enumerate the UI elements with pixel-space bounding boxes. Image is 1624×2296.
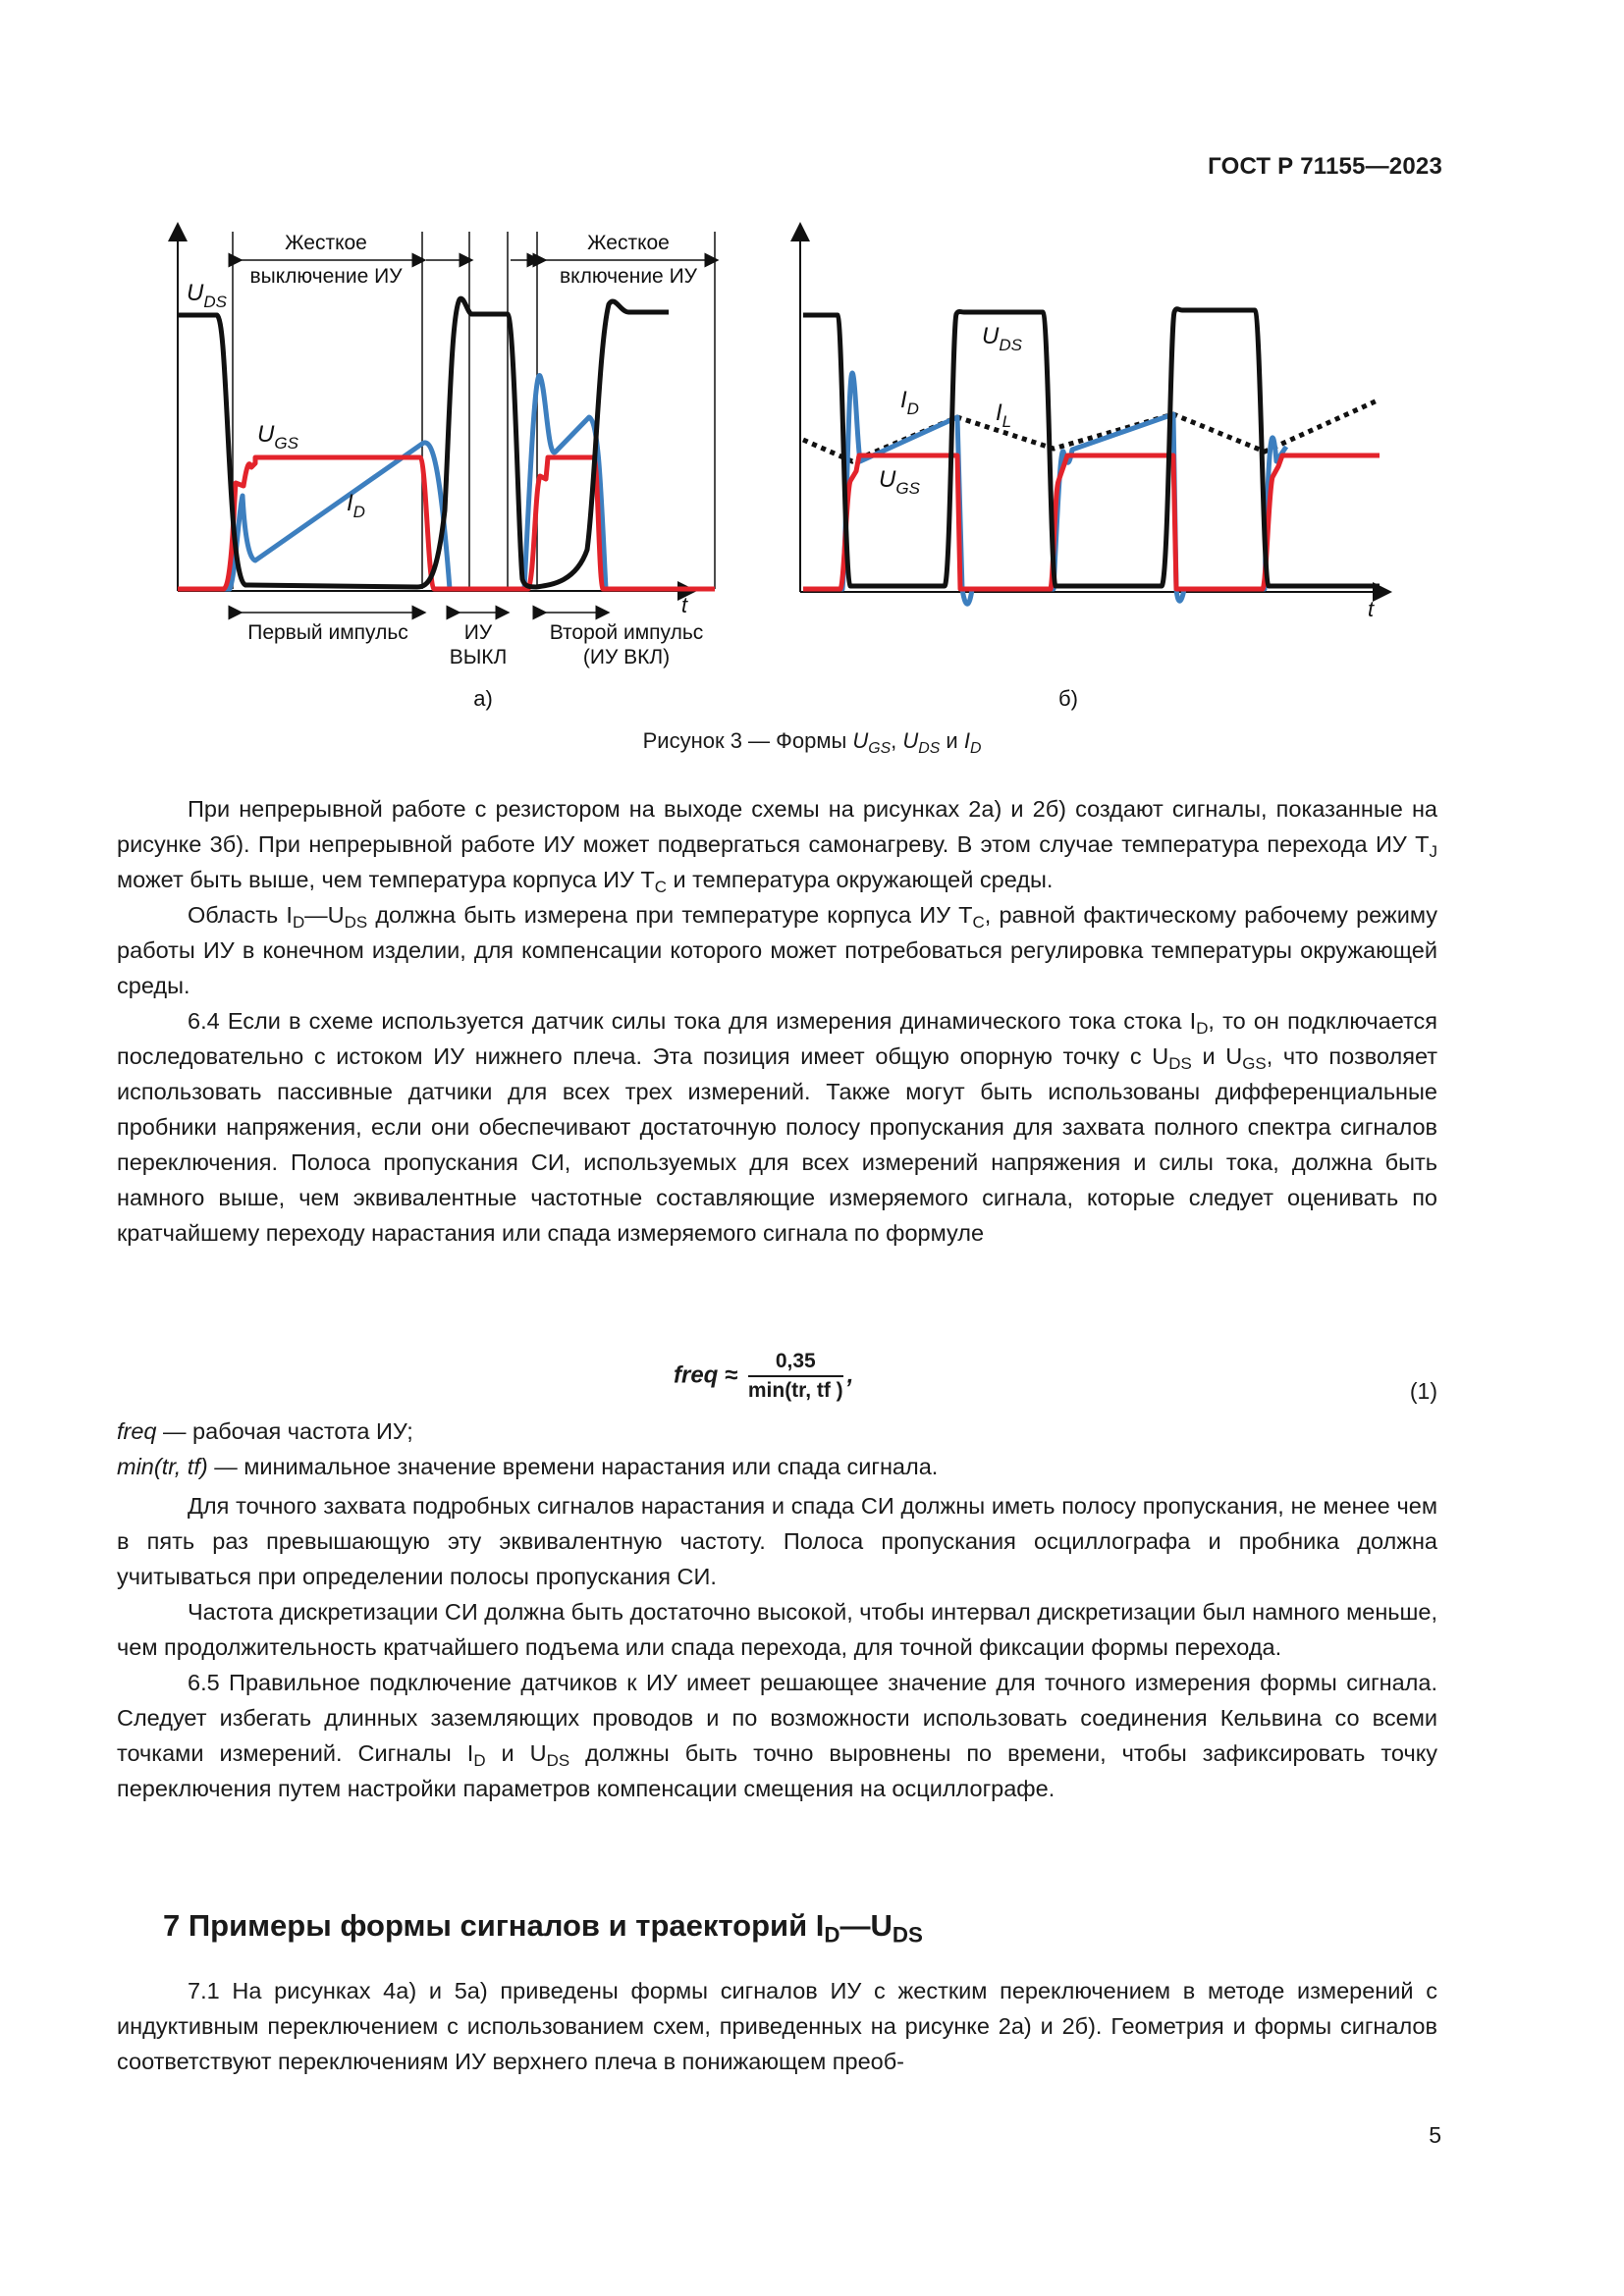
figure-caption: Рисунок 3 — Формы $U_{GS}$, $U_{DS}$ и $I_D$ (642, 728, 982, 757)
svg-text:ID: $I_D$ (900, 387, 919, 418)
label-uds-a: U (187, 280, 204, 306)
body-text-3 (117, 1973, 1437, 2079)
paragraph: 6.4 Если в схеме используется датчик силы тока для измерения динамического тока стока $I_D$, то он подключается последовательно с истоком ИУ нижнего плеча. Эта позиция имеет общую опорную точку с $U_{DS}$ и $U_{GS}$, что позволяет использовать пассивные датчики для всех трех измерений. Также могут быть использованы дифференциальные пробники напряжения, если они обеспечивают достаточную полосу пропускания для захвата полного спектра сигналов переключения. Полоса пропускания СИ, используемых для всех измерений напряжения и силы тока, должна быть намного выше, чем эквивалентные частотные составляющие измеряемого сигнала, которые следует оценивать по кратчайшему переходу нарастания или спада измеряемого сигнала по формуле (117, 1008, 1438, 1246)
body-text-2 (117, 1414, 1437, 1806)
panel-a (178, 232, 715, 711)
panel-b (800, 232, 1382, 711)
label-on: (ИУ ВКЛ) (582, 646, 671, 668)
body-text (117, 791, 1437, 1251)
equation-number: (1) (1409, 1378, 1437, 1404)
section-heading: 7 Примеры формы сигналов и траекторий $I_D—U_{DS}$ (163, 1908, 923, 1948)
page-number: 5 (1429, 2122, 1441, 2148)
svg-text:UDS: $U_{DS}$ (982, 323, 1022, 354)
svg-text:UDS: $U_{DS}$ (187, 280, 227, 311)
panel-label-b: б) (1058, 686, 1078, 711)
svg-text:UGS: $U_{GS}$ (879, 466, 920, 498)
il-curve-b (803, 400, 1380, 461)
paragraph: При непрерывной работе с резистором на выходе схемы на рисунках 2а) и 2б) создают сигналы, показанные на рисунке 3б). При непрерывной работе ИУ может подвергаться самонагреву. В этом случае температура перехода ИУ $T_J$ может быть выше, чем температура корпуса ИУ $T_C$ и температура окружающей среды. (117, 796, 1437, 897)
label-id-b: I (900, 387, 907, 413)
label-hard-off-2: выключение ИУ (249, 265, 403, 288)
label-ugs-a: U (257, 421, 275, 448)
formula: freq ≈ $\frac{0,35}{\min(tr, tf )}$ , (674, 1350, 854, 1402)
document-number: ГОСТ Р 71155—2023 (1208, 153, 1442, 180)
label-hard-on-1: Жесткое (587, 232, 670, 254)
label-hard-on-2: включение ИУ (559, 265, 698, 288)
label-uds-b: U (982, 323, 1000, 349)
svg-text:IL: $I_L$ (996, 400, 1012, 431)
label-t-a: t (681, 593, 688, 617)
where-line: freq — рабочая частота ИУ; (117, 1418, 413, 1444)
label-second-pulse: Второй импульс (549, 621, 704, 644)
paragraph: 7.1 На рисунках 4а) и 5а) приведены формы сигналов ИУ с жестким переключением в методе измерений с индуктивным переключением с использованием схем, приведенных на рисунке 2а) и 2б). Геометрия и формы сигналов соответствуют переключениям ИУ верхнего плеча в понижающем преоб- (117, 1978, 1437, 2074)
label-first-pulse: Первый импульс (247, 621, 408, 644)
label-id-a: I (347, 490, 353, 516)
paragraph: 6.5 Правильное подключение датчиков к ИУ имеет решающее значение для точного измерения формы сигнала. Следует избегать длинных заземляющих проводов и по возможности использовать соединения Кельвина со всеми точками измерений. Сигналы $I_D$ и $U_{DS}$ должны быть точно выровнены по времени, чтобы зафиксировать точку переключения путем настройки параметров компенсации смещения на осциллографе. (117, 1670, 1438, 1801)
label-off-1: ИУ (463, 621, 493, 644)
label-il-b: I (996, 400, 1002, 426)
paragraph: Для точного захвата подробных сигналов нарастания и спада СИ должны иметь полосу пропускания, не менее чем в пять раз превышающую эту эквивалентную частоту. Полоса пропускания осциллографа и пробника должна учитываться при определении полосы пропускания СИ. (117, 1493, 1437, 1589)
id-curve-b (803, 373, 1286, 604)
label-hard-off-1: Жесткое (285, 232, 367, 254)
panel-label-a: а) (473, 686, 493, 711)
svg-text:UGS: $U_{GS}$ (257, 421, 298, 453)
label-ugs-b: U (879, 466, 896, 493)
figure-3 (0, 0, 1624, 726)
where-line: min(tr, tf) — минимальное значение времени нарастания или спада сигнала. (117, 1454, 939, 1479)
svg-text:ID: $I_D$ (347, 490, 365, 521)
paragraph: Область $I_D—U_{DS}$ должна быть измерена при температуре корпуса ИУ $T_C$, равной фактическому рабочему режиму работы ИУ в конечном изделии, для компенсации которого может потребоваться регулировка температуры окружающей среды. (117, 902, 1437, 998)
label-off-2: ВЫКЛ (449, 646, 508, 668)
label-t-b: t (1368, 597, 1375, 621)
paragraph: Частота дискретизации СИ должна быть достаточно высокой, чтобы интервал дискретизации был намного меньше, чем продолжительность кратчайшего подъема или спада перехода, для точной фиксации формы перехода. (117, 1599, 1437, 1660)
